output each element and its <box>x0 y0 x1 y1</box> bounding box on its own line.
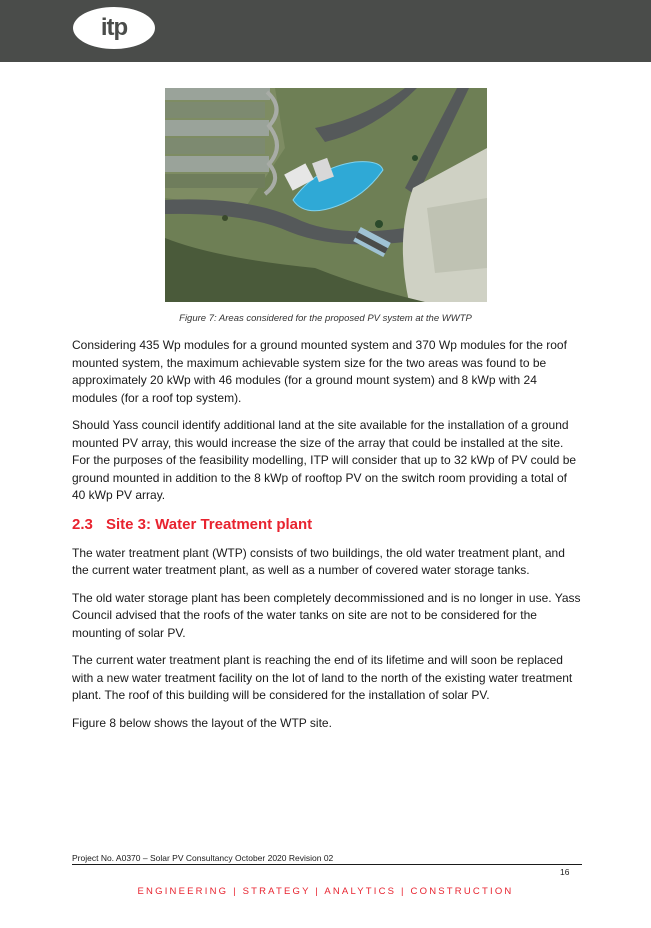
section-number: 2.3 <box>72 515 93 533</box>
page-number: 16 <box>560 867 570 877</box>
paragraph-wtp-overview: The water treatment plant (WTP) consists of two buildings, the old water treatment plant, and the current water treatment plant, as well as a number of covered water storage tanks. <box>72 545 565 577</box>
section-heading <box>72 515 582 535</box>
paragraph-old-plant: The old water storage plant has been completely decommissioned and is no longer in use. Yass Council advised that the roofs of the water tanks on site are not to be considered for the mounting of solar PV. <box>72 590 581 640</box>
logo-text: itp <box>100 14 128 41</box>
footer-divider <box>72 864 582 865</box>
paragraph-modules: Considering 435 Wp modules for a ground mounted system and 370 Wp modules for the roof mounted system, the maximum achievable system size for the two areas was found to be approximately 20 kWp with 46 modules (for a ground mount system) and 8 kWp with 24 modules (for a roof top system). <box>72 338 567 405</box>
itp-logo <box>73 7 155 49</box>
figure-caption: Figure 7: Areas considered for the proposed PV system at the WWTP <box>179 313 472 324</box>
section-title: Site 3: Water Treatment plant <box>106 515 313 533</box>
paragraph-additional-land: Should Yass council identify additional land at the site available for the installation of a ground mounted PV array, this would increase the size of the array that could be installed at the site. For the purposes of the feasibility modelling, ITP will consider that up to 32 kWp of PV could be ground mounted in addition to the 8 kWp of rooftop PV on the switch room providing a total of 40 kWp PV array. <box>72 418 577 502</box>
footer-project-info: Project No. A0370 – Solar PV Consultancy October 2020 Revision 02 <box>72 853 334 863</box>
aerial-photo-wwtp <box>165 88 487 302</box>
paragraph-figure-ref: Figure 8 below shows the layout of the WTP site. <box>72 715 332 730</box>
paragraph-current-plant: The current water treatment plant is reaching the end of its lifetime and will soon be replaced with a new water treatment facility on the lot of land to the north of the existing water treatment plant. The roof of this building will be considered for the installation of solar PV. <box>72 653 573 702</box>
footer-tagline: ENGINEERING | STRATEGY | ANALYTICS | CONSTRUCTION <box>137 886 514 897</box>
document-body <box>72 337 582 742</box>
page-header <box>0 0 651 62</box>
